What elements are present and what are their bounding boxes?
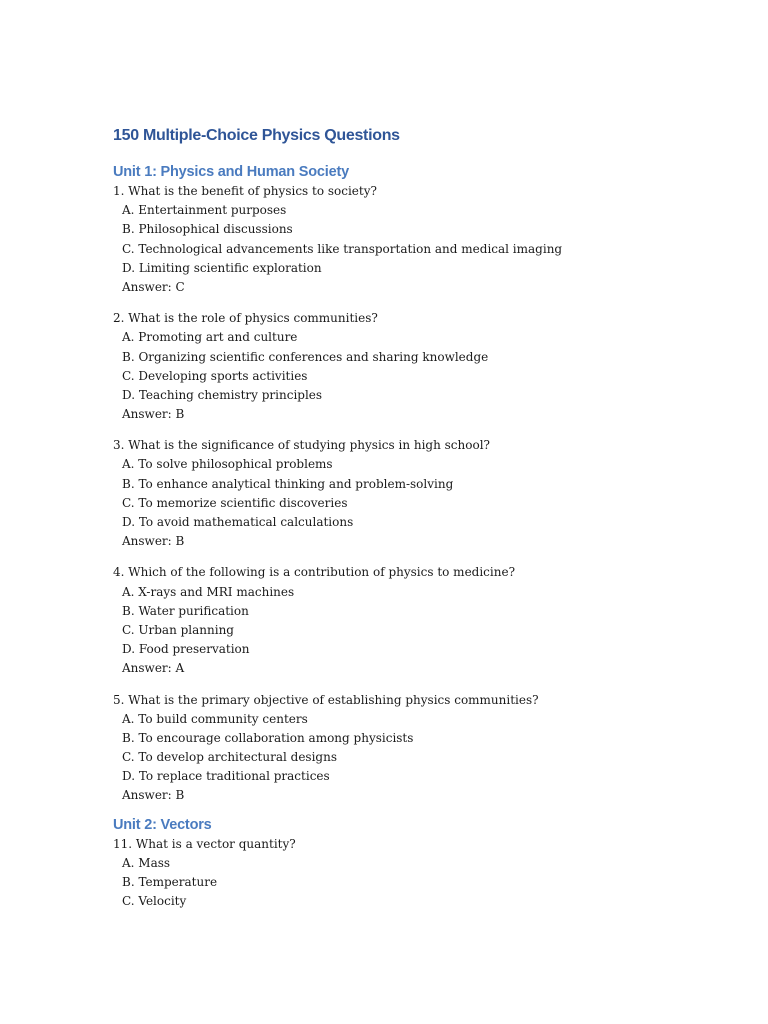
answer-text: Answer: C — [122, 279, 185, 294]
document-title: 150 Multiple-Choice Physics Questions — [113, 127, 400, 144]
option-b: B. Temperature — [122, 875, 218, 889]
option-d: D. Teaching chemistry principles — [122, 387, 323, 402]
option-a: A. X-rays and MRI machines — [122, 584, 295, 599]
question-text: 5. What is the primary objective of establishing physics communities? — [113, 692, 539, 707]
option-a: A. To build community centers — [122, 711, 308, 726]
unit-heading: Unit 2: Vectors — [113, 816, 212, 833]
answer-text: Answer: A — [122, 661, 185, 676]
option-c: C. Developing sports activities — [122, 368, 308, 383]
option-b: B. Water purification — [122, 603, 249, 618]
option-a: A. Mass — [122, 855, 171, 870]
question-text: 11. What is a vector quantity? — [113, 836, 296, 851]
document-body — [113, 125, 733, 911]
option-a: A. To solve philosophical problems — [122, 457, 333, 472]
question-text: 1. What is the benefit of physics to society? — [113, 184, 377, 198]
option-c: C. To memorize scientific discoveries — [122, 495, 348, 510]
answer-text: Answer: B — [122, 534, 185, 549]
option-c: C. Urban planning — [122, 622, 234, 637]
option-d: D. To avoid mathematical calculations — [122, 515, 354, 529]
question-block — [113, 835, 733, 912]
option-c: C. Velocity — [122, 894, 187, 909]
option-b: B. Philosophical discussions — [122, 222, 293, 237]
option-d: D. Limiting scientific exploration — [122, 260, 322, 275]
answer-text: Answer: B — [122, 788, 185, 803]
option-a: A. Promoting art and culture — [122, 330, 298, 345]
option-c: C. Technological advancements like transportation and medical imaging — [122, 241, 563, 256]
option-b: B. To encourage collaboration among physicists — [122, 730, 414, 745]
option-d: D. Food preservation — [122, 642, 250, 657]
question-block — [113, 182, 733, 297]
option-b: B. To enhance analytical thinking and problem-solving — [122, 476, 454, 491]
option-c: C. To develop architectural designs — [122, 750, 337, 765]
option-a: A. Entertainment purposes — [122, 203, 287, 218]
option-b: B. Organizing scientific conferences and sharing knowledge — [122, 349, 489, 364]
question-block — [113, 309, 733, 424]
question-text: 3. What is the significance of studying physics in high school? — [113, 438, 490, 453]
question-text: 2. What is the role of physics communities? — [113, 311, 378, 326]
question-text: 4. Which of the following is a contribution of physics to medicine? — [113, 565, 516, 580]
unit-heading: Unit 1: Physics and Human Society — [113, 164, 349, 180]
answer-text: Answer: B — [122, 407, 185, 422]
question-block — [113, 563, 733, 678]
question-block — [113, 436, 733, 551]
question-block — [113, 691, 733, 806]
option-d: D. To replace traditional practices — [122, 769, 330, 784]
